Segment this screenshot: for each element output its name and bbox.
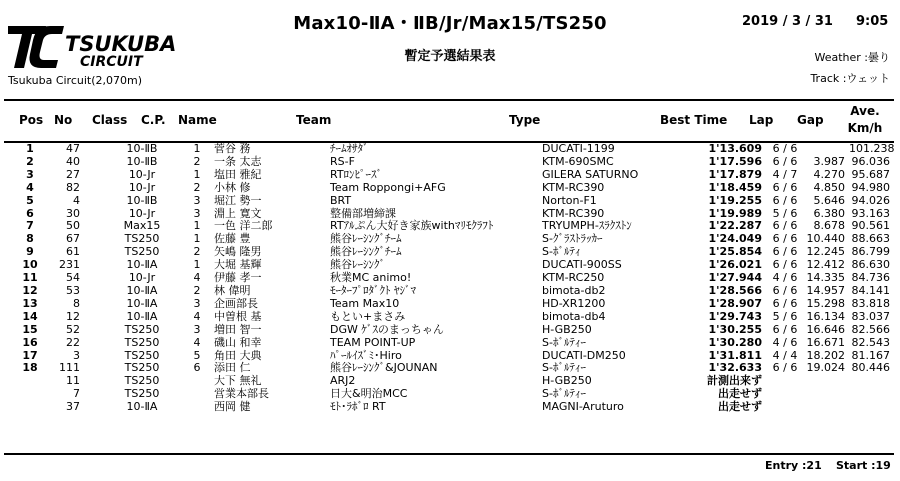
cell-no: 67 [66,232,80,246]
cell-team: 整備部増締課 [330,206,396,220]
cell-lap: 5 / 6 [772,309,798,323]
cell-lap: 4 / 6 [772,335,798,349]
cell-lap: 4 / 6 [772,271,798,285]
cell-lap: 6 / 6 [772,232,798,246]
cell-cp: 3 [193,296,201,310]
cell-team: ﾓｰﾀｰﾌﾟﾛﾀﾞｸﾄ ﾔｼﾞﾏ [330,283,416,297]
cell-gap [804,401,849,414]
cell-team: Team Max10 [330,296,400,310]
cell-no: 27 [66,167,80,181]
table-row [4,337,894,350]
cell-name: 営業本部長 [214,387,269,401]
cell-pos: 18 [22,361,38,375]
cell-gap: 16.646 [806,322,845,336]
cell-lap: 6 / 6 [772,283,798,297]
cell-cp: 2 [193,154,201,168]
cell-name: 一色 洋二郎 [214,219,273,233]
table-row [4,156,894,169]
cell-ave-speed [849,375,894,388]
results-table [4,143,894,414]
page-subtitle: 暫定予選結果表 [404,49,496,64]
cell-pos: 6 [26,206,34,220]
cell-gap: 16.134 [806,309,845,323]
cell-best-time: 1'13.609 [708,142,762,155]
cell-type: H-GB250 [542,374,592,388]
cell-name: 林 偉明 [214,283,251,297]
cell-team: 日大&明治MCC [330,387,408,401]
cell-best-time: 1'24.049 [708,232,762,246]
cell-name: 添田 仁 [214,361,251,375]
cell-best-time: 1'29.743 [708,309,762,323]
cell-ave-speed: 96.036 [851,154,890,168]
cell-no: 7 [73,387,80,401]
cell-lap: 6 / 6 [772,258,798,272]
cell-no: 82 [66,180,80,194]
cell-cp [184,375,210,388]
cell-ave-speed: 80.446 [851,361,890,375]
cell-type: KTM-RC390 [542,180,605,194]
cell-ave-speed: 95.687 [851,167,890,181]
cell-lap: 6 / 6 [772,193,798,207]
cell-gap: 19.024 [806,361,845,375]
cell-gap [804,375,849,388]
cell-type: GILERA SATURNO [542,167,639,181]
cell-team: ﾁｰﾑｵｻﾀﾞ [330,142,369,155]
cell-pos: 12 [22,283,38,297]
table-row [4,143,894,156]
cell-team: Team Roppongi+AFG [330,180,446,194]
circuit-name: Tsukuba Circuit(2,070m) [8,74,143,87]
cell-team: DGW ｹﾞｽのまっちゃん [330,322,444,336]
cell-name: 矢嶋 隆男 [214,245,262,259]
cell-type: S-ﾎﾞﾙﾃｨ [542,245,581,259]
cell-pos: 5 [26,193,34,207]
cell-class: 10-ⅡA [126,258,158,272]
table-row [4,182,894,195]
cell-cp: 3 [193,206,201,220]
cell-class: TS250 [124,245,160,259]
cell-class: 10-ⅡA [126,400,158,414]
cell-pos: 13 [22,296,38,310]
col-header-gap: Gap [797,113,824,127]
col-header-no: No [54,113,73,127]
cell-lap: 6 / 6 [772,180,798,194]
cell-no: 30 [66,206,80,220]
cell-gap: 18.202 [806,348,845,362]
footer-rule [4,453,894,455]
cell-pos: 16 [22,335,38,349]
cell-pos: 1 [26,142,34,155]
cell-cp: 2 [193,245,201,259]
cell-lap: 6 / 6 [772,322,798,336]
col-header-cp: C.P. [141,113,166,127]
weather-info: Weather :曇り [814,51,890,64]
cell-pos: 15 [22,322,38,336]
cell-lap: 5 / 6 [772,206,798,220]
cell-best-time: 1'30.280 [708,335,762,349]
cell-team: 熊谷ﾚｰｼﾝｸﾞ&JOUNAN [330,361,438,375]
cell-type: H-GB250 [542,322,592,336]
cell-cp: 1 [193,232,201,246]
cell-no: 37 [66,400,80,414]
cell-gap: 14.957 [806,283,845,297]
cell-gap: 14.335 [806,271,845,285]
cell-gap: 12.245 [806,245,845,259]
cell-best-time: 計測出来ず [707,374,762,388]
cell-ave-speed: 84.736 [851,271,890,285]
col-header-pos: Pos [19,113,44,127]
cell-team: TEAM POINT-UP [330,335,416,349]
cell-name: 淵上 寛文 [214,206,262,220]
cell-cp: 4 [193,271,201,285]
cell-ave-speed [849,401,894,414]
cell-class: 10-ⅡB [126,154,158,168]
col-header-team: Team [296,113,332,127]
cell-cp: 4 [193,335,201,349]
cell-best-time: 1'25.854 [708,245,762,259]
cell-type: bimota-db4 [542,309,606,323]
cell-class: TS250 [124,387,160,401]
cell-type: S-ｸﾞﾗｽﾄﾗｯｶｰ [542,232,603,246]
start-count: Start :19 [836,459,891,472]
cell-lap: 6 / 6 [772,245,798,259]
cell-class: 10-Jr [128,167,156,181]
track-condition: Track :ウェット [810,72,890,85]
cell-best-time: 出走せず [718,400,762,414]
cell-pos [4,401,56,414]
cell-name: 塩田 雅紀 [214,167,262,181]
cell-cp: 2 [193,180,201,194]
cell-ave-speed: 81.167 [851,348,890,362]
cell-class: 10-ⅡA [126,283,158,297]
cell-pos [4,375,56,388]
cell-best-time: 1'31.811 [708,348,762,362]
cell-no: 50 [66,219,80,233]
cell-gap [804,143,849,156]
cell-name: 菅谷 務 [214,142,251,155]
cell-lap: 6 / 6 [772,361,798,375]
cell-type: S-ﾎﾞﾙﾃｨｰ [542,335,586,349]
col-header-best-time: Best Time [660,113,728,127]
cell-cp: 3 [193,193,201,207]
cell-ave-speed: 90.561 [851,219,890,233]
cell-no: 111 [59,361,80,375]
cell-best-time: 1'26.021 [708,258,762,272]
col-header-name: Name [178,113,217,127]
cell-type: KTM-RC250 [542,271,605,285]
cell-type: TRYUMPH-ｽﾗｸｽﾄﾝ [542,219,632,233]
cell-name: 小林 修 [214,180,251,194]
cell-best-time: 1'19.255 [708,193,762,207]
cell-type: MAGNI-Aruturo [542,400,624,414]
cell-gap: 8.678 [813,219,845,233]
cell-cp: 1 [193,142,201,155]
cell-cp: 1 [193,167,201,181]
cell-lap: 6 / 6 [772,219,798,233]
cell-type: S-ﾎﾞﾙﾃｨｰ [542,361,586,375]
cell-no: 53 [66,283,80,297]
logo-tsukuba-text: TSUKUBA [65,32,177,56]
cell-class: 10-Jr [128,271,156,285]
cell-no: 12 [66,309,80,323]
cell-gap: 5.646 [813,193,845,207]
cell-name: 増田 智一 [214,322,262,336]
cell-no: 40 [66,154,80,168]
cell-team: ﾓﾄ･ﾗﾎﾞﾛ RT [330,400,386,414]
col-header-ave-line2: Km/h [847,121,883,135]
cell-class: TS250 [124,322,160,336]
cell-team: RS-F [330,154,355,168]
cell-best-time: 1'17.596 [708,154,762,168]
cell-lap: 6 / 6 [772,296,798,310]
cell-gap: 15.298 [806,296,845,310]
cell-gap: 6.380 [813,206,845,220]
page-title: Max10-ⅡA・ⅡB/Jr/Max15/TS250 [293,13,607,34]
cell-ave-speed: 86.799 [851,245,890,259]
table-row [4,311,894,324]
cell-class: 10-Jr [128,206,156,220]
cell-team: もとい+まさみ [330,309,406,323]
cell-team: RTﾛﾝﾋﾟｰｽﾞ [330,167,383,181]
cell-lap: 6 / 6 [772,142,798,155]
cell-no: 52 [66,322,80,336]
cell-ave-speed: 101.238 [849,142,895,155]
cell-no: 231 [59,258,80,272]
cell-class: 10-ⅡA [126,296,158,310]
cell-pos: 9 [26,245,34,259]
entry-count: Entry :21 [765,459,822,472]
cell-no: 22 [66,335,80,349]
cell-cp: 1 [193,258,201,272]
results-rows [4,143,894,414]
cell-team: BRT [330,193,352,207]
report-date: 2019 / 3 / 31 [742,14,833,29]
cell-type: KTM-690SMC [542,154,614,168]
cell-gap: 12.412 [806,258,845,272]
cell-class: TS250 [124,348,160,362]
cell-team: 熊谷ﾚｰｼﾝｸﾞﾁｰﾑ [330,232,402,246]
cell-type: DUCATI-DM250 [542,348,626,362]
cell-team: 熊谷ﾚｰｼﾝｸﾞ [330,258,385,272]
cell-class: 10-Jr [128,180,156,194]
cell-class: TS250 [124,361,160,375]
cell-pos: 17 [22,348,38,362]
cell-name: 堀江 勢一 [214,193,262,207]
cell-team: ﾊﾟｰﾙｲｽﾞﾐ･Hiro [330,348,402,362]
cell-name: 中曽根 基 [214,309,262,323]
cell-class: 10-ⅡB [126,193,158,207]
cell-gap: 4.850 [813,180,845,194]
cell-no: 61 [66,245,80,259]
cell-type: HD-XR1200 [542,296,606,310]
table-row [4,401,894,414]
cell-pos: 14 [22,309,38,323]
cell-pos: 8 [26,232,34,246]
cell-name: 佐藤 豊 [214,232,251,246]
cell-ave-speed: 94.980 [851,180,890,194]
cell-best-time: 1'18.459 [708,180,762,194]
cell-name: 一条 太志 [214,154,262,168]
cell-lap: 4 / 7 [772,167,798,181]
table-row [4,298,894,311]
cell-best-time: 1'19.989 [708,206,762,220]
cell-ave-speed: 93.163 [851,206,890,220]
cell-lap [766,388,804,401]
report-time: 9:05 [856,14,889,29]
cell-ave-speed: 94.026 [851,193,890,207]
col-header-ave-line1: Ave. [850,104,880,118]
cell-pos [4,388,56,401]
cell-ave-speed: 83.037 [851,309,890,323]
cell-cp: 4 [193,309,201,323]
cell-cp: 6 [193,361,201,375]
cell-class: Max15 [123,219,161,233]
cell-type: S-ﾎﾞﾙﾃｨｰ [542,387,586,401]
cell-no: 11 [66,374,80,388]
cell-ave-speed: 82.566 [851,322,890,336]
cell-name: 角田 大典 [214,348,262,362]
cell-class: TS250 [124,335,160,349]
cell-name: 大下 無礼 [214,374,262,388]
cell-name: 大堀 基輝 [214,258,262,272]
cell-class: TS250 [124,232,160,246]
cell-lap [766,375,804,388]
cell-name: 西岡 健 [214,400,251,414]
cell-type: Norton-F1 [542,193,597,207]
cell-best-time: 1'28.907 [708,296,762,310]
cell-cp: 3 [193,322,201,336]
cell-ave-speed: 86.630 [851,258,890,272]
cell-best-time: 1'27.944 [708,271,762,285]
cell-pos: 10 [22,258,38,272]
header-rule-top [4,99,894,101]
cell-pos: 4 [26,180,34,194]
cell-best-time: 1'22.287 [708,219,762,233]
cell-gap: 16.671 [806,335,845,349]
cell-cp [184,388,210,401]
cell-team: RTｱﾙぷん大好き家族withﾏﾘﾓｸﾗﾌﾄ [330,219,494,233]
logo-circuit-text: CIRCUIT [80,54,143,70]
cell-type: DUCATI-900SS [542,258,622,272]
col-header-type: Type [509,113,541,127]
cell-gap [804,388,849,401]
cell-name: 磯山 和幸 [214,335,262,349]
cell-type: DUCATI-1199 [542,142,615,155]
cell-pos: 11 [22,271,38,285]
cell-cp: 5 [193,348,201,362]
col-header-class: Class [92,113,128,127]
cell-cp: 1 [193,219,201,233]
cell-best-time: 1'32.633 [708,361,762,375]
cell-class: 10-ⅡA [126,309,158,323]
cell-team: 秋業MC animo! [330,271,412,285]
cell-lap: 6 / 6 [772,154,798,168]
table-row [4,195,894,208]
cell-ave-speed: 82.543 [851,335,890,349]
cell-team: 熊谷ﾚｰｼﾝｸﾞﾁｰﾑ [330,245,402,259]
col-header-lap: Lap [749,113,774,127]
cell-best-time: 1'28.566 [708,283,762,297]
table-row [4,169,894,182]
table-row [4,324,894,337]
cell-ave-speed [849,388,894,401]
cell-class: 10-ⅡB [126,142,158,155]
cell-no: 47 [66,142,80,155]
cell-team: ARJ2 [330,374,356,388]
cell-ave-speed: 83.818 [851,296,890,310]
cell-type: KTM-RC390 [542,206,605,220]
cell-best-time: 1'17.879 [708,167,762,181]
cell-name: 企画部長 [214,296,258,310]
cell-cp: 2 [193,283,201,297]
cell-type: bimota-db2 [542,283,606,297]
cell-no: 8 [73,296,80,310]
cell-pos: 3 [26,167,34,181]
cell-no: 4 [73,193,80,207]
cell-gap: 3.987 [813,154,845,168]
cell-best-time: 出走せず [718,387,762,401]
cell-lap [766,401,804,414]
cell-class: TS250 [124,374,160,388]
cell-name: 伊藤 孝一 [214,271,262,285]
cell-lap: 4 / 4 [772,348,798,362]
cell-pos: 7 [26,219,34,233]
cell-no: 3 [73,348,80,362]
cell-gap: 4.270 [813,167,845,181]
cell-cp [184,401,210,414]
cell-no: 54 [66,271,80,285]
cell-best-time: 1'30.255 [708,322,762,336]
table-row [4,285,894,298]
cell-ave-speed: 88.663 [851,232,890,246]
cell-ave-speed: 84.141 [851,283,890,297]
cell-pos: 2 [26,154,34,168]
col-header-ave-speed [835,103,895,137]
cell-gap: 10.440 [806,232,845,246]
